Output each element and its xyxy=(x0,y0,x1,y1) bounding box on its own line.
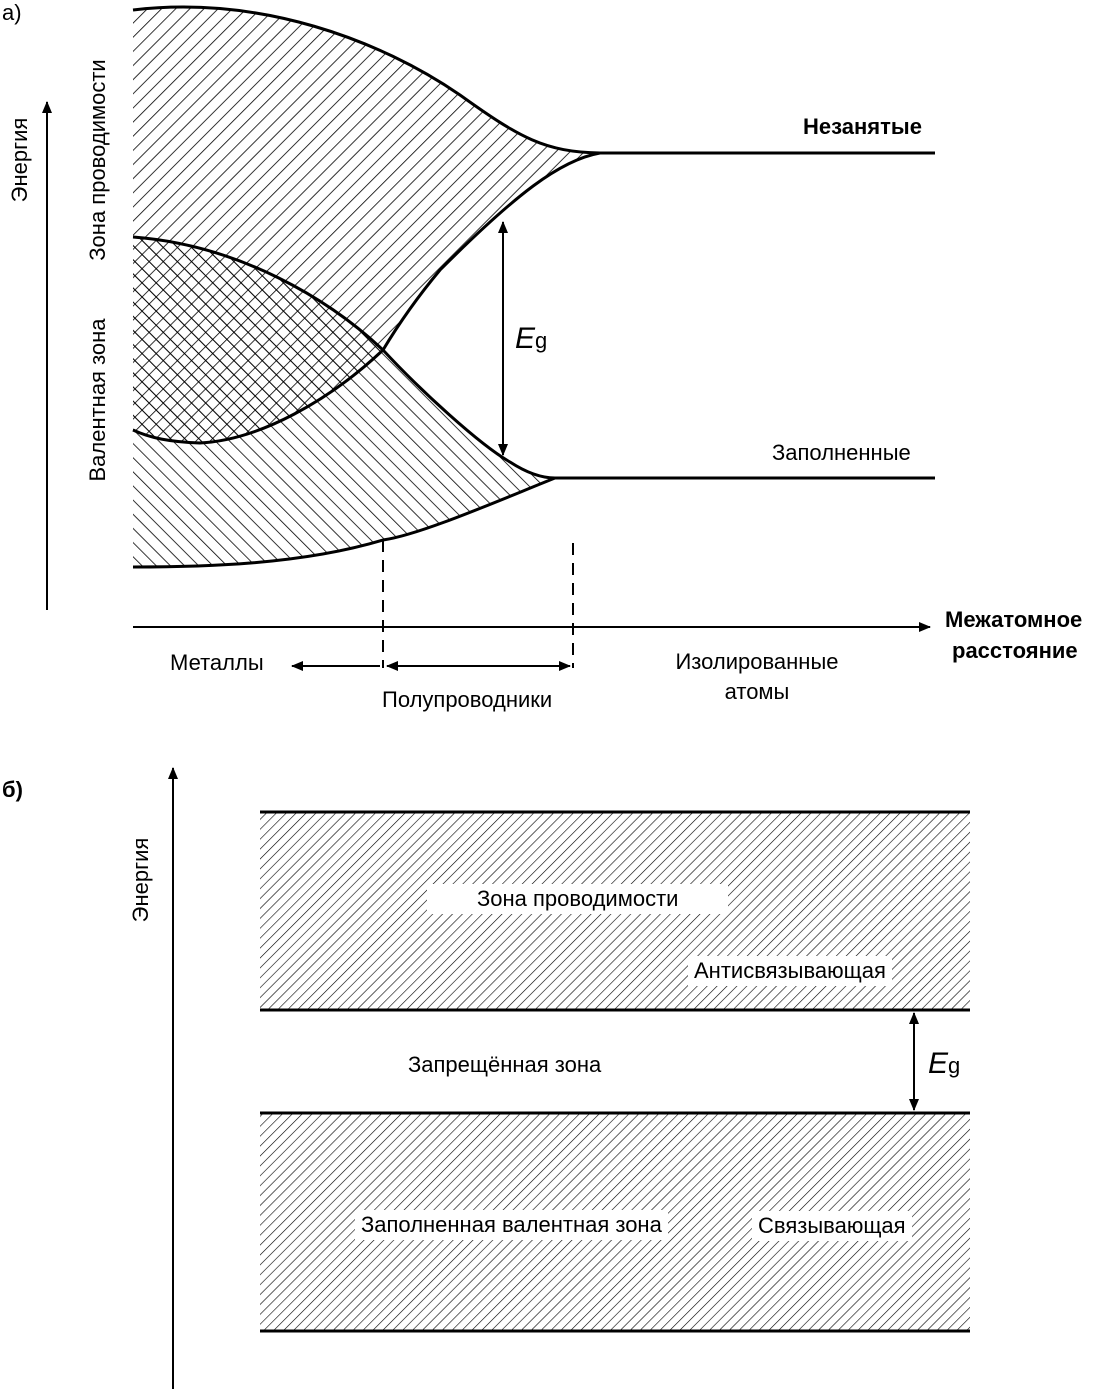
conduction-band-label: Зона проводимости xyxy=(85,59,110,261)
gap-label-b: Eg xyxy=(928,1047,961,1080)
bonding-label: Связывающая xyxy=(752,1211,912,1241)
x-axis-label-line1: Межатомное xyxy=(945,607,1083,632)
metals-label: Металлы xyxy=(170,650,264,675)
isolated-label-line1: Изолированные xyxy=(675,649,839,674)
x-axis-label-line2: расстояние xyxy=(952,638,1078,663)
filled-label: Заполненные xyxy=(772,440,911,465)
antibonding-label: Антисвязывающая xyxy=(688,956,892,986)
gap-label-a: Eg xyxy=(515,322,548,355)
valence-filled-label: Заполненная валентная зона xyxy=(355,1210,668,1240)
panel-a-marker: а) xyxy=(2,0,22,25)
forbidden-zone-label: Запрещённая зона xyxy=(408,1052,602,1077)
semiconductors-label: Полупроводники xyxy=(382,687,553,712)
unoccupied-label: Незанятые xyxy=(803,114,922,139)
energy-label-b: Энергия xyxy=(128,837,153,923)
conduction-band-label-b: Зона проводимости xyxy=(427,884,728,914)
panel-b-marker: б) xyxy=(2,777,23,802)
energy-label-a: Энергия xyxy=(7,117,32,203)
valence-band-label: Валентная зона xyxy=(85,318,110,482)
isolated-label-line2: атомы xyxy=(724,679,790,704)
